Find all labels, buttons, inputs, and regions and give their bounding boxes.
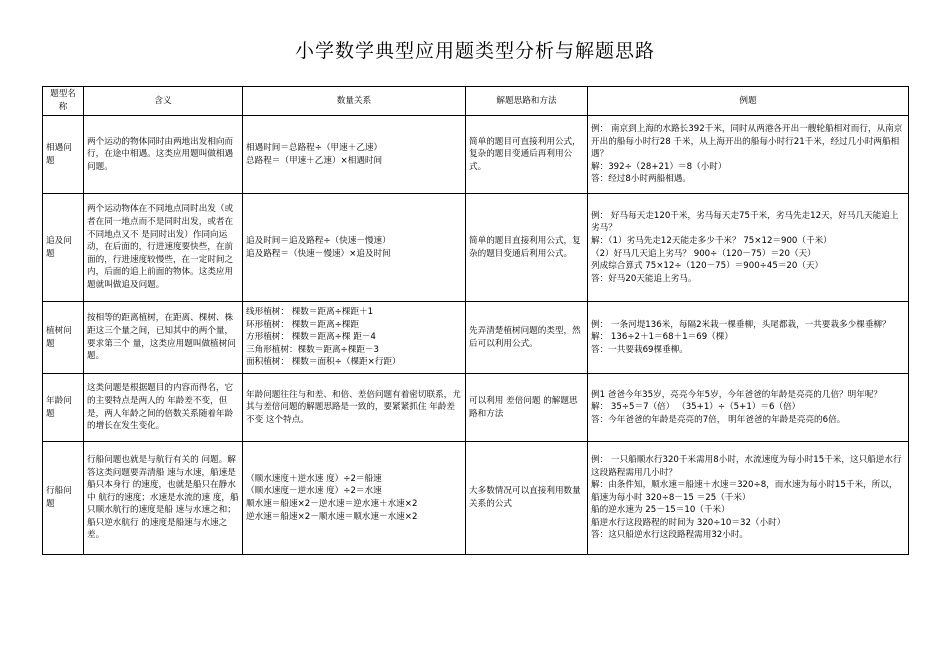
example-line: （2）好马几天追上劣马？ 900÷（120－75）＝20（天）: [591, 248, 816, 259]
example-line: 船的逆水速为 25－15＝10（千米）: [591, 505, 730, 516]
relation-line: （顺水速度－逆水速 度）÷2＝水速: [246, 486, 382, 497]
header-method: 解题思路和方法: [466, 87, 588, 116]
relation-line: 面积植树： 棵数＝面积÷（棵距×行距）: [246, 357, 401, 368]
example-line: 答：好马20天能追上劣马。: [591, 273, 697, 284]
header-relations: 数量关系: [243, 87, 466, 116]
header-example: 例题: [588, 87, 909, 116]
example-line: 解：（1）劣马先走12天能走多少千米？ 75×12＝900（千米）: [591, 235, 832, 246]
meaning-cell: 行船问题也就是与航行有关的 问题。解答这类问题要弄清船 速与水速，船速是船只本身行 的速度，也就是船只在静水中 航行的速度；水速是水流的速 度，船只顺水航行的速度是船 速与水速之和；船只逆水航行 的速度是船速与水速之差。: [84, 442, 243, 555]
type-name: 植树问题: [43, 302, 84, 374]
example-line: 船逆水行这段路程的时间为 320÷10＝32（小时）: [591, 517, 786, 528]
type-table: [42, 86, 909, 555]
relations-cell: 年龄问题往往与和差、和倍、差倍问题有着密切联系，尤其与差倍问题的解题思路是一致的，要紧紧抓住 年龄差不变 这个特点。: [243, 374, 466, 442]
table-row: [43, 116, 909, 194]
table-row: [43, 374, 909, 442]
meaning-cell: 这类问题是根据题目的内容而得名，它的主要特点是两人的 年龄差不变，但是，两人年龄之间的倍数关系随着年龄的增长在发生变化。: [84, 374, 243, 442]
example-cell: [588, 194, 909, 302]
example-line: 答：这只船逆水行这段路程需用32小时。: [591, 530, 749, 541]
example-cell: [588, 374, 909, 442]
method-cell: 简单的题目可直接利用公式，复杂的题目变通后再利用公式。: [466, 116, 588, 194]
relation-line: 线形植树： 棵数＝距离÷棵距＋1: [246, 307, 374, 318]
example-line: 例： 好马每天走120千米，劣马每天走75千米，劣马先走12天，好马几天能追上劣马？: [591, 210, 899, 234]
relation-line: 逆水速＝船速×2－顺水速＝顺水速－水速×2: [246, 511, 418, 522]
table-row: [43, 442, 909, 555]
example-line: 答：今年爸爸的年龄是亮亮的7倍， 明年爸爸的年龄是亮亮的6倍。: [591, 414, 846, 425]
example-line: 解： 136÷2＋1＝68＋1＝69（棵）: [591, 332, 733, 343]
relation-line: 追及时间＝追及路程÷（快速－慢速）: [246, 235, 391, 246]
example-line: 解：392÷（28+21）＝8（小时）: [591, 161, 727, 172]
relation-line: 方形植树： 棵数＝距离÷棵 距－4: [246, 332, 376, 343]
relation-line: 三角形植树：棵数＝距离÷棵距－3: [246, 344, 379, 355]
relation-line: 总路程＝（甲速＋乙速）×相遇时间: [246, 155, 383, 166]
relation-line: 顺水速＝船速×2－逆水速＝逆水速＋水速×2: [246, 499, 418, 509]
meaning-cell: 按相等的距离植树，在距离、棵树、株距这三个量之间，已知其中的两个量，要求第三个 量，这类应用题叫做植树问题。: [84, 302, 243, 374]
type-name: 行船问题: [43, 442, 84, 555]
example-line: 列成综合算式 75×12÷（120－75）＝900÷45＝20（天）: [591, 261, 824, 272]
relations-cell: [243, 116, 466, 194]
example-line: 例： 一只船顺水行320千米需用8小时，水流速度为每小时15千米，这只船逆水行这段路程需用几小时？: [591, 454, 902, 478]
example-line: 解：由条件知，顺水速＝船速＋水速＝320÷8，而水速为每小时15千米，所以，船速为每小时 320÷8－15 ＝25（千米）: [591, 480, 898, 503]
table-row: [43, 194, 909, 302]
example-line: 例1 爸爸今年35岁，亮亮今年5岁，今年爸爸的年龄是亮亮的几倍？明年呢？: [591, 389, 883, 400]
example-line: 例： 南京到上海的水路长392千米，同时从两港各开出一艘轮船相对而行，从南京开出的船每小时行28 千米，从上海开出的船每小时行21千米，经过几小时两船相遇？: [591, 124, 903, 160]
method-cell: 先弄清楚植树问题的类型，然后可以利用公式。: [466, 302, 588, 374]
meaning-cell: 两个运动物体在不同地点同时出发（或者在同一地点而不是同时出发，或者在不同地点又不 是同时出发）作同向运动，在后面的，行进速度要快些，在前面的，行进速度较慢些，在一定时间之内，后面的追上前面的物体。这类应用题就叫做追及问题。: [84, 194, 243, 302]
relation-line: 相遇时间＝总路程÷（甲速＋乙速）: [246, 142, 383, 153]
relation-line: 环形植树： 棵数＝距离÷棵距: [246, 319, 360, 330]
header-meaning: 含义: [84, 87, 243, 116]
method-cell: 可以利用 差倍问题 的解题思路和方法: [466, 374, 588, 442]
example-line: 例： 一条河堤136米，每隔2米栽一棵垂柳，头尾都栽，一共要栽多少棵垂柳？: [591, 319, 891, 330]
type-name: 年龄问题: [43, 374, 84, 442]
example-cell: [588, 116, 909, 194]
example-cell: [588, 302, 909, 374]
relation-line: （顺水速度＋逆水速 度）÷2＝船速: [246, 473, 382, 484]
header-type-name: 题型名称: [43, 87, 84, 116]
relations-cell: [243, 302, 466, 374]
relations-cell: [243, 442, 466, 555]
example-line: 答：一共要栽69棵垂柳。: [591, 344, 688, 355]
example-line: 解： 35÷5＝7（倍） （35+1）÷（5+1）＝6（倍）: [591, 402, 801, 413]
method-cell: 大多数情况可以直接利用数量关系的公式: [466, 442, 588, 555]
example-cell: [588, 442, 909, 555]
meaning-cell: 两个运动的物体同时由两地出发相向而行，在途中相遇。这类应用题叫做相遇问题。: [84, 116, 243, 194]
relations-cell: [243, 194, 466, 302]
type-name: 追及问题: [43, 194, 84, 302]
type-name: 相遇问题: [43, 116, 84, 194]
relation-line: 追及路程＝（快速－慢速）×追及时间: [246, 248, 391, 259]
table-row: [43, 302, 909, 374]
method-cell: 简单的题目直接利用公式，复杂的题目变通后利用公式。: [466, 194, 588, 302]
header-row: [43, 87, 909, 116]
page-title: 小学数学典型应用题类型分析与解题思路: [294, 40, 655, 62]
example-line: 答：经过8小时两船相遇。: [591, 174, 691, 185]
